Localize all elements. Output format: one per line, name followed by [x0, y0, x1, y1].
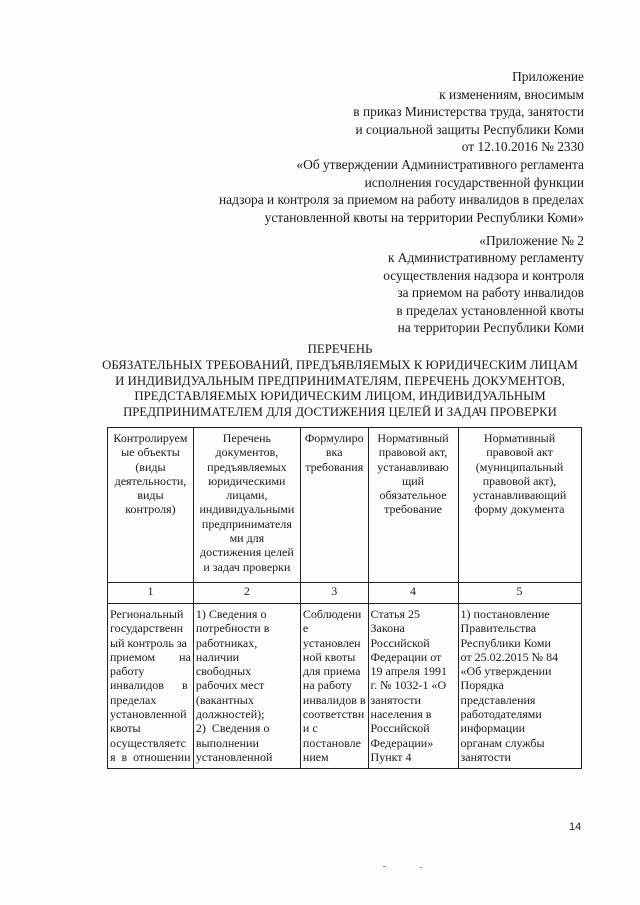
- requirements-table: [107, 427, 582, 769]
- annex-line: осуществления надзора и контроля: [383, 267, 584, 283]
- cell-line: документов,: [215, 445, 279, 460]
- column-number: 4: [368, 583, 458, 604]
- page-number: 14: [569, 821, 582, 833]
- cell-line: осуществляетс: [110, 735, 186, 750]
- cell-line: юридическими: [208, 473, 286, 488]
- body-cell: [368, 604, 458, 769]
- cell-line: 2) Сведения о: [195, 721, 270, 736]
- cell-line: г. № 1032-1 «О: [370, 678, 447, 693]
- annex-line: в пределах установленной квоты: [396, 302, 584, 318]
- cell-line: форму документа: [474, 502, 565, 517]
- body-cell: [458, 604, 581, 769]
- header-line: «Об утверждении Административного регламента: [296, 156, 584, 172]
- cell-line: выполнении: [195, 735, 259, 750]
- header-cell: [368, 428, 458, 583]
- regulation-annex-header: [224, 232, 584, 336]
- cell-line: населения в: [370, 707, 432, 722]
- cell-line: Порядка: [460, 678, 504, 693]
- column-number: 1: [108, 583, 194, 604]
- title-line: ПРЕДПРИНИМАТЕЛЕМ ДЛЯ ДОСТИЖЕНИЯ ЦЕЛЕЙ И ЗАДАЧ ПРОВЕРКИ: [123, 405, 557, 420]
- cell-line: устанавливаю: [377, 459, 449, 474]
- cell-line: Закона: [370, 621, 405, 636]
- annex-line: за приемом на работу инвалидов: [397, 285, 584, 301]
- cell-line: квоты: [110, 721, 141, 736]
- header-line: к изменениям, вносимым: [439, 86, 584, 102]
- cell-line: органам службы: [460, 735, 545, 750]
- cell-line: от 25.02.2015 № 84: [460, 649, 559, 664]
- cell-line: Формулиро: [304, 431, 364, 445]
- order-annex-header: [64, 68, 584, 226]
- cell-line: инвалидов в: [110, 678, 188, 693]
- cell-line: пределах: [110, 692, 157, 707]
- header-line: и социальной защиты Республики Коми: [355, 121, 584, 137]
- annex-line: на территории Республики Коми: [397, 320, 584, 336]
- cell-line: (муниципальный: [475, 459, 564, 474]
- cell-line: правовой акт),: [482, 473, 557, 488]
- cell-line: виды: [137, 488, 164, 503]
- cell-line: постановле: [302, 735, 361, 750]
- cell-line: работу: [110, 664, 145, 679]
- header-cell: [300, 428, 368, 583]
- header-cell: [108, 428, 194, 583]
- body-cell: [300, 604, 368, 769]
- cell-line: нием: [302, 749, 329, 764]
- cell-line: Российской: [370, 635, 430, 650]
- header-cell: [193, 428, 300, 583]
- cell-line: ые объекты: [121, 445, 180, 460]
- title-line: ПЕРЕЧЕНЬ: [307, 342, 373, 356]
- cell-line: правовой акт,: [378, 445, 448, 460]
- document-title: [100, 342, 580, 421]
- scan-artifact: [383, 866, 386, 867]
- cell-line: 1) постановление: [460, 607, 550, 621]
- cell-line: свободных: [195, 664, 252, 679]
- cell-line: предпринимателя: [201, 516, 292, 531]
- header-line: в приказ Министерства труда, занятости: [353, 104, 584, 120]
- cell-line: ми для: [229, 531, 265, 546]
- scan-artifact: [420, 867, 422, 868]
- cell-line: на работу: [302, 678, 352, 693]
- cell-line: для приема: [302, 664, 361, 679]
- cell-line: информации: [460, 721, 526, 736]
- column-number-row: [108, 583, 582, 604]
- cell-line: «Об утверждении: [460, 664, 552, 679]
- annex-line: «Приложение № 2: [479, 233, 584, 248]
- cell-line: лицами,: [226, 488, 268, 503]
- header-cell: [458, 428, 581, 583]
- cell-line: инвалидов в: [302, 692, 366, 707]
- cell-line: установлен: [302, 635, 361, 650]
- cell-line: рабочих мест: [195, 678, 265, 693]
- cell-line: е: [302, 621, 309, 636]
- cell-line: правовой акт: [486, 445, 553, 460]
- cell-line: Правительства: [460, 621, 537, 636]
- cell-line: достижения целей: [200, 545, 294, 560]
- table-header-row: [108, 428, 582, 583]
- cell-line: я в отношении: [110, 749, 191, 764]
- cell-line: государственн: [110, 621, 184, 636]
- cell-line: 1) Сведения о: [195, 607, 267, 621]
- title-line: ОБЯЗАТЕЛЬНЫХ ТРЕБОВАНИЙ, ПРЕДЪЯВЛЯЕМЫХ К ЮРИДИЧЕСКИМ ЛИЦАМ: [102, 357, 578, 372]
- title-line: ПРЕДСТАВЛЯЕМЫХ ЮРИДИЧЕСКИМ ЛИЦОМ, ИНДИВИДУАЛЬНЫМ: [134, 389, 546, 404]
- header-line: исполнения государственной функции: [364, 174, 584, 190]
- header-line: от 12.10.2016 № 2330: [461, 139, 584, 155]
- cell-line: устанавливающий: [472, 488, 567, 503]
- cell-line: 19 апреля 1991: [370, 664, 447, 679]
- header-line: надзора и контроля за приемом на работу инвалидов в пределах: [219, 192, 584, 208]
- cell-line: Региональный: [110, 607, 184, 621]
- cell-line: работодателями: [460, 707, 542, 722]
- cell-line: предъявляемых: [207, 459, 287, 474]
- column-number: 5: [458, 583, 581, 604]
- cell-line: занятости: [460, 749, 511, 764]
- cell-line: Соблюдени: [302, 607, 362, 621]
- cell-line: и задач проверки: [203, 559, 291, 574]
- cell-line: наличии: [195, 649, 240, 664]
- body-cell: [108, 604, 194, 769]
- cell-line: представления: [460, 692, 536, 707]
- cell-line: требования: [305, 459, 364, 474]
- cell-line: ый контроль за: [110, 635, 187, 650]
- cell-line: ной квоты: [302, 649, 356, 664]
- cell-line: Пункт 4: [370, 749, 412, 764]
- cell-line: (виды: [135, 459, 166, 474]
- cell-line: обязательное: [379, 488, 447, 503]
- cell-line: Федерации от: [370, 649, 442, 664]
- column-number: 2: [193, 583, 300, 604]
- cell-line: установленной: [195, 749, 273, 764]
- annex-line: к Административному регламенту: [387, 250, 584, 266]
- body-cell: [193, 604, 300, 769]
- cell-line: Контролируем: [113, 431, 188, 445]
- cell-line: Республики Коми: [460, 635, 551, 650]
- cell-line: индивидуальными: [199, 502, 295, 517]
- title-line: И ИНДИВИДУАЛЬНЫМ ПРЕДПРИНИМАТЕЛЯМ, ПЕРЕЧЕНЬ ДОКУМЕНТОВ,: [115, 373, 565, 388]
- cell-line: установленной: [110, 707, 187, 722]
- column-number: 3: [300, 583, 368, 604]
- cell-line: приемом на: [110, 649, 191, 664]
- cell-line: (вакантных: [195, 692, 254, 707]
- cell-line: Перечень: [222, 431, 272, 445]
- cell-line: Федерации»: [370, 735, 434, 750]
- cell-line: и с: [302, 721, 318, 736]
- cell-line: контроля): [125, 502, 176, 517]
- cell-line: занятости: [370, 692, 421, 707]
- header-line: установленной квоты на территории Республики Коми»: [264, 209, 584, 225]
- cell-line: должностей);: [195, 707, 265, 722]
- cell-line: Нормативный: [483, 431, 556, 445]
- cell-line: щий: [401, 473, 425, 488]
- cell-line: соответстви: [302, 707, 365, 722]
- cell-line: потребности в: [195, 621, 270, 636]
- cell-line: деятельности,: [114, 473, 187, 488]
- cell-line: требование: [384, 502, 442, 517]
- cell-line: вка: [325, 445, 343, 460]
- cell-line: Нормативный: [377, 431, 449, 445]
- header-line: Приложение: [512, 69, 584, 84]
- cell-line: Российской: [370, 721, 430, 736]
- cell-line: работниках,: [195, 635, 258, 650]
- cell-line: Статья 25: [370, 607, 421, 621]
- table-row: [108, 604, 582, 769]
